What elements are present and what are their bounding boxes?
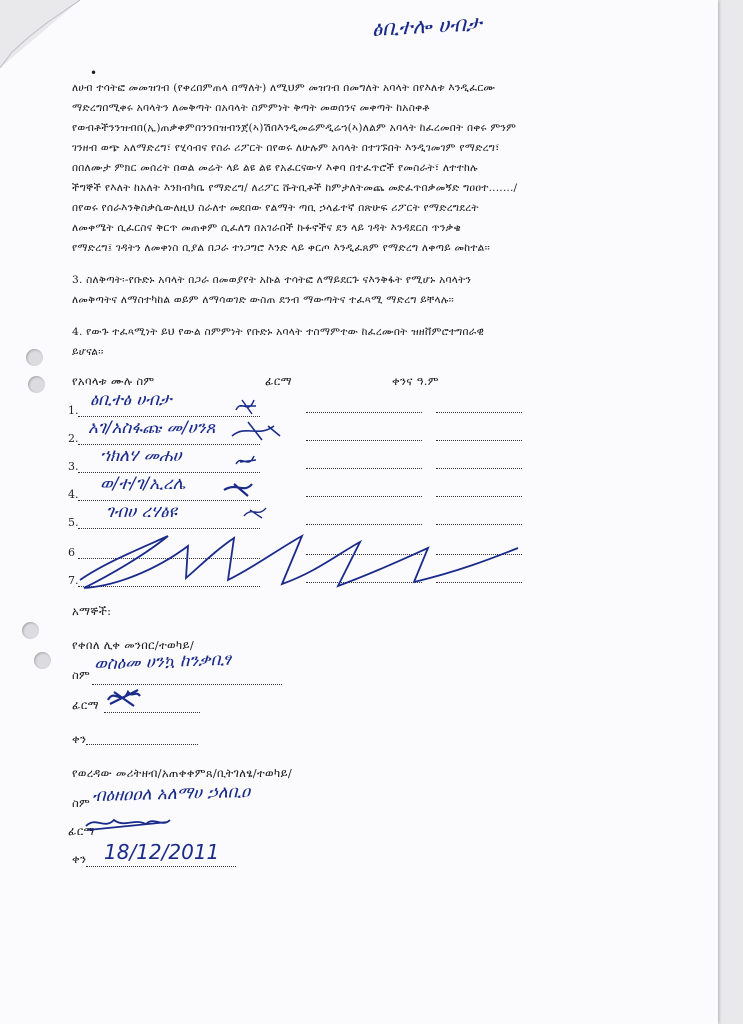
date-line	[436, 524, 522, 525]
torn-corner	[0, 0, 80, 70]
col-header-date: ቀንና ዓ.ም	[392, 374, 439, 388]
verifier-date-label: ቀን	[72, 852, 87, 866]
strike-through-scribble	[76, 526, 526, 596]
paragraph-3-line: 3. ስለቅጣት፡-የቡድኑ አባላት በጋራ በመወያየት አኩል ተሳትፎ ለማይደርጉ ናእንቅፋት የሚሆኑ አባላትን	[72, 274, 472, 286]
paragraph-1-line: ችግኞች የእለት ከአለት እንክብካቤ የማድረግ/ ለሪፖር ሹትቢቶች ከምታለትመጨ መድፈጥበቃመኝድ ግዐዐተ......./	[72, 182, 518, 194]
paragraph-4-line: 4. የውጉ ተፈጻሚነት ይህ የውል ስምምነት የቡድኑ አባላት ተስማምተው ከፈረሙበት ዝዘቨምሮተግበራዊ	[72, 326, 485, 338]
punch-hole-4	[34, 652, 51, 669]
date-line	[436, 496, 522, 497]
date-line	[436, 412, 522, 413]
punch-hole-1	[26, 349, 43, 366]
receiver-signature	[104, 686, 144, 710]
bullet-dot: •	[90, 66, 98, 80]
verifier-signature-label: ፊርማ	[68, 824, 95, 838]
member-name-handwritten: ወ/ተ/ገ/ኢረሌ	[100, 474, 186, 494]
date-line	[436, 440, 522, 441]
paragraph-1-line: የወብቶችንንዝብበ(ኢ)ጠቃቀምበንንበዝብንጀ(ኣ)ሽበእንዲመሬምዲሬኀ(ኣ)ለልም አባላት ከፈረመበት በቀሩ ምንም	[72, 122, 517, 134]
receiver-date-line	[86, 744, 198, 745]
paragraph-3-line: ለመቅጣትና ለማስተካከል ወይም ለማሳወገድ ውስጠ ደንብ ማውጣትና ተፈጻሚ ማድረግ ይቸላሉ፡፡	[72, 294, 454, 306]
paragraph-1-line: በበለሙታ ምክር መሰረት በወል መሬት ላይ ልዩ ልዩ የአፈርናውሃ እቀባ በተፈጥሮች የመስራት፣ ለተተከሉ	[72, 162, 478, 174]
member-name-handwritten: ኀክለሃ መሐሀ	[100, 446, 182, 466]
paragraph-1-line: የማድረግ፤ ገዳትን ለመቀነስ ቢያል በጋራ ተነጋግሮ እንድ ላይ ቀርጦ እንዲፈጸም የማድረግ ለቀጣይ መከተል፡፡	[72, 242, 490, 254]
paragraph-1-line: ለሀብ ተሳትፎ መመዝገብ (የቀረበምጠላ በማለት) ለሚህም መዝገብ በመግለት አባላት በየእለቱ እንዲፈርሙ	[72, 82, 496, 94]
receiver-name-handwritten: ወስዕመ ሀንኳ ከንቃቢፃ	[93, 649, 232, 675]
paragraph-1-line: ለመቀሜት ሲፈርስና ቅርጥ መጠቀም ሲፈለግ በአገራበች ኩፉኖችና ደን ላይ ገዳት እንዳደርስ ጥንቃቄ	[72, 222, 461, 234]
receiver-name-line	[92, 684, 282, 685]
col-header-signature: ፊርማ	[265, 374, 292, 388]
approval-label: አማኞች:	[72, 604, 112, 618]
member-name-handwritten: አገ/አስፋጩ መ/ሀንጸ	[88, 418, 216, 438]
receiver-heading: የቀበለ ሊቀ መንበር/ተወካይ/	[72, 638, 195, 652]
receiver-date-label: ቀን	[72, 732, 87, 746]
punch-hole-3	[22, 622, 39, 639]
handwritten-heading: ፅቢተሎ ሀብታ	[371, 11, 483, 41]
member-name-handwritten: ገብሀ ረሃፅዩ	[106, 502, 177, 522]
verifier-name-label: ስም	[72, 796, 91, 810]
member-name-handwritten: ፅቢተፅ ሀብታ	[90, 390, 172, 410]
signature-line	[306, 468, 422, 469]
paragraph-4	[72, 322, 672, 362]
paragraph-1-line: ገንዘብ ወጭ አለማድረግ፣ የሂሳብና የስራ ሪፖርት በየወሩ ለሁሉም አባላት በተገኙበት እንዲገመገም የማድረግ፣	[72, 142, 500, 154]
verifier-name-handwritten: ብዕዘዐዐለ አለማሀ ኃለቢዐ	[91, 781, 251, 807]
verifier-date-handwritten: 18/12/2011	[104, 840, 220, 864]
row-number: 1.	[68, 404, 79, 417]
signature-line	[306, 412, 422, 413]
row-number: 2.	[68, 432, 79, 445]
paragraph-1-line: በየወሩ የሰራእንቅስቃሴውለዚህ ስራለተ መደበው የልማት ጣቢ ኃላፊተኛ በጽሁፍ ሪፖርት የማድረግደረት	[72, 202, 479, 214]
row-number: 5.	[68, 516, 79, 529]
signature-scribble	[228, 392, 288, 522]
receiver-signature-line	[104, 712, 200, 713]
paragraph-1	[72, 78, 672, 258]
paragraph-1-line: ማድረግበሚቀሩ አባላትን ለመቅጣት በአባላት ስምምነት ቅጣት መወሰንና መቀጣት ከአስቀቶ	[72, 102, 430, 114]
row-number: 3.	[68, 460, 79, 473]
row-number: 6	[68, 546, 75, 559]
verifier-signature	[84, 812, 174, 838]
signature-line	[306, 524, 422, 525]
verifier-date-line	[86, 866, 236, 867]
paragraph-3	[72, 270, 672, 310]
date-line	[436, 468, 522, 469]
punch-hole-2	[28, 376, 45, 393]
row-number: 7.	[68, 574, 79, 587]
signature-line	[306, 440, 422, 441]
receiver-name-label: ስም	[72, 668, 91, 682]
paragraph-4-line: ይሆናል፡፡	[72, 346, 104, 358]
signature-line	[306, 496, 422, 497]
verifier-heading: የወረዳው መሪትዘብ/አጠቀቀምጸ/ቢትገለፄ/ተወካይ/	[72, 766, 293, 780]
receiver-signature-label: ፊርማ	[72, 698, 99, 712]
row-number: 4.	[68, 488, 79, 501]
col-header-name: የአባላቱ ሙሉ ስም	[72, 374, 155, 388]
